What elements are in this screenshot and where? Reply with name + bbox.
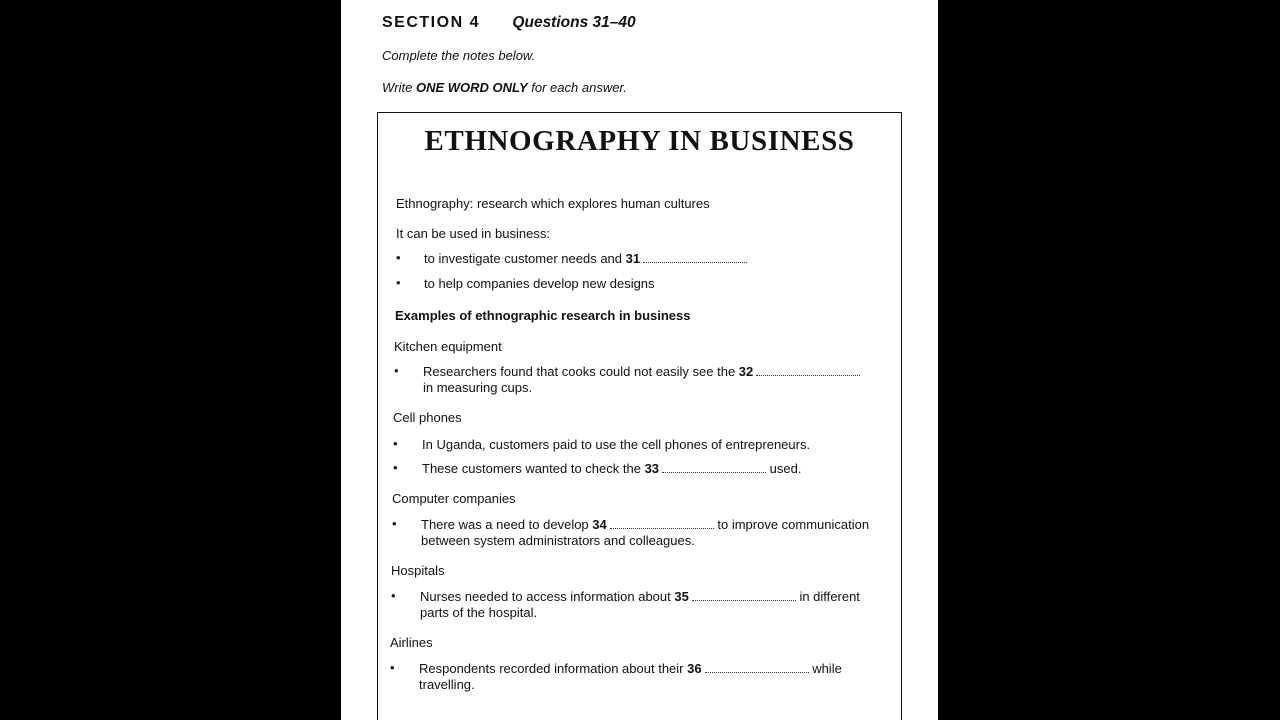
answer-blank-36[interactable] [705,662,809,673]
bullet-point: • [393,460,398,475]
hospitals-item-35: Nurses needed to access information about 35 in different [420,589,860,604]
answer-blank-31[interactable] [643,252,747,263]
computer-heading: Computer companies [392,491,516,506]
instruction-complete-notes: Complete the notes below. [382,48,536,63]
use-item-designs: to help companies develop new designs [424,276,655,291]
answer-blank-33[interactable] [662,462,766,473]
definition-line: Ethnography: research which explores human cultures [396,196,710,211]
notes-box [377,112,902,720]
bullet-point: • [392,516,397,531]
examples-heading: Examples of ethnographic research in business [395,308,691,323]
airlines-heading: Airlines [390,635,433,650]
airlines-item-36-cont: travelling. [419,677,475,692]
answer-blank-34[interactable] [610,518,714,529]
bullet-point: • [390,660,395,675]
uses-intro: It can be used in business: [396,226,550,241]
use-item-31: to investigate customer needs and 31 [424,251,747,267]
bullet-point: • [396,250,401,265]
questions-label: Questions 31–40 [512,14,636,31]
kitchen-item-32: Researchers found that cooks could not easily see the 32 [423,364,860,380]
bullet-point: • [394,363,399,378]
worksheet-page [341,0,938,720]
instruction-word-limit: Write ONE WORD ONLY for each answer. [382,80,627,95]
cell-heading: Cell phones [393,410,462,425]
kitchen-item-32-cont: in measuring cups. [423,380,533,395]
answer-blank-32[interactable] [756,365,860,376]
notes-title: ETHNOGRAPHY IN BUSINESS [424,125,855,157]
section-label: SECTION 4 [382,14,480,31]
section-header [382,14,636,32]
bullet-point: • [391,588,396,603]
hospitals-heading: Hospitals [391,563,445,578]
computer-item-34: There was a need to develop 34 to improve communication [421,517,870,532]
hospitals-item-35-cont: parts of the hospital. [420,605,538,620]
bullet-point: • [393,436,398,451]
kitchen-heading: Kitchen equipment [394,339,502,354]
cell-item-33: These customers wanted to check the 33 used. [422,461,802,476]
answer-blank-35[interactable] [692,590,796,601]
bullet-point: • [396,275,401,290]
airlines-item-36: Respondents recorded information about their 36 while [419,661,842,676]
cell-item-uganda: In Uganda, customers paid to use the cell phones of entrepreneurs. [422,437,811,452]
computer-item-34-cont: between system administrators and colleagues. [421,533,695,548]
